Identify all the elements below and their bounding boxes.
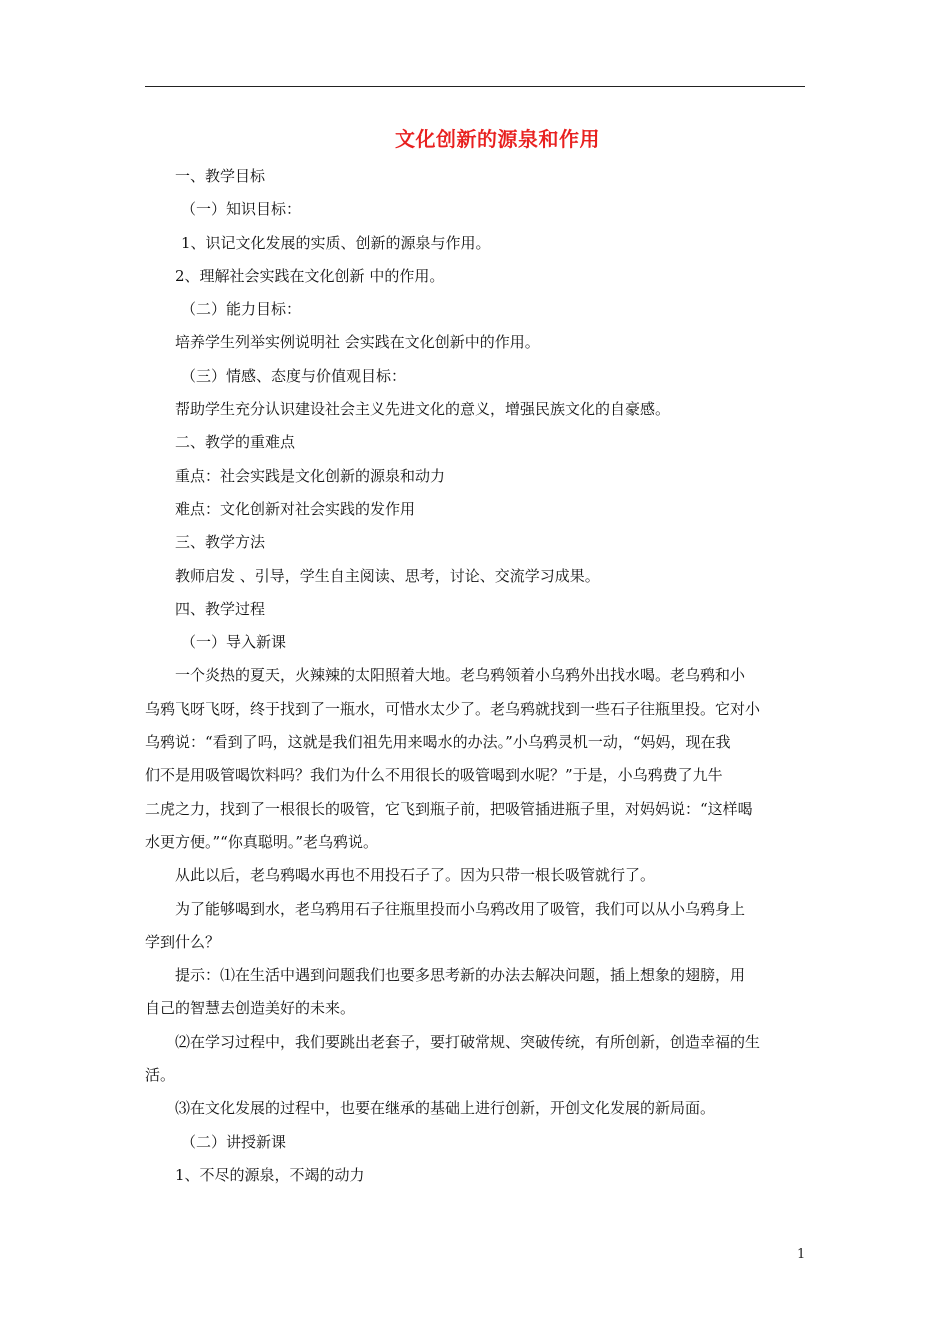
text-line: 二、教学的重难点: [175, 433, 296, 452]
text-line: 活。: [145, 1066, 176, 1085]
text-line: 水更方便。”“你真聪明。”老乌鸦说。: [145, 832, 379, 851]
text-line: 2、理解社会实践在文化创新 中的作用。: [175, 266, 445, 285]
text-line: 培养学生列举实例说明社 会实践在文化创新中的作用。: [175, 333, 540, 352]
text-line: 二虎之力，找到了一根很长的吸管，它飞到瓶子前，把吸管插进瓶子里，对妈妈说：“这样喝: [145, 799, 753, 818]
text-line: 提示：⑴在生活中遇到问题我们也要多思考新的办法去解决问题，插上想象的翅膀，用: [175, 966, 746, 985]
text-line: 一、教学目标: [175, 167, 266, 185]
text-line: 难点：文化创新对社会实践的发作用: [175, 499, 416, 518]
text-line: 1、不尽的源泉，不竭的动力: [175, 1165, 365, 1184]
text-line: 乌鸦说：“看到了吗，这就是我们祖先用来喝水的办法。”小乌鸦灵机一动，“妈妈，现在我: [145, 733, 731, 752]
text-line: 学到什么？: [145, 932, 221, 951]
text-line: 乌鸦飞呀飞呀，终于找到了一瓶水，可惜水太少了。老乌鸦就找到一些石子往瓶里投。它对小: [145, 699, 761, 718]
header-rule: [145, 86, 805, 87]
text-line: （一）知识目标：: [181, 200, 302, 219]
text-line: 自己的智慧去创造美好的未来。: [145, 999, 356, 1018]
text-line: ⑵在学习过程中，我们要跳出老套子，要打破常规、突破传统，有所创新，创造幸福的生: [175, 1032, 761, 1051]
document-title: 文化创新的源泉和作用: [395, 127, 600, 151]
text-line: 三、教学方法: [175, 533, 266, 552]
text-line: 一个炎热的夏天，火辣辣的太阳照着大地。老乌鸦领着小乌鸦外出找水喝。老乌鸦和小: [175, 666, 746, 685]
text-line: ⑶在文化发展的过程中，也要在继承的基础上进行创新，开创文化发展的新局面。: [175, 1099, 716, 1118]
text-line: （一）导入新课: [181, 633, 287, 652]
text-line: 1、识记文化发展的实质、创新的源泉与作用。: [181, 233, 491, 252]
text-line: （三）情感、态度与价值观目标：: [181, 366, 407, 385]
text-line: 重点：社会实践是文化创新的源泉和动力: [175, 466, 446, 485]
text-line: 们不是用吸管喝饮料吗？我们为什么不用很长的吸管喝到水呢？”于是，小乌鸦费了九牛: [145, 766, 723, 785]
page-number: 1: [797, 1247, 806, 1262]
text-line: 帮助学生充分认识建设社会主义先进文化的意义，增强民族文化的自豪感。: [175, 400, 671, 419]
text-line: （二）讲授新课: [181, 1132, 287, 1151]
text-line: 教师启发 、引导，学生自主阅读、思考，讨论、交流学习成果。: [175, 566, 600, 585]
text-line: （二）能力目标：: [181, 300, 302, 319]
text-line: 从此以后，老乌鸦喝水再也不用投石子了。因为只带一根长吸管就行了。: [175, 866, 656, 885]
text-line: 四、教学过程: [175, 599, 266, 618]
document-body: [145, 160, 807, 1192]
text-line: 为了能够喝到水，老乌鸦用石子往瓶里投而小乌鸦改用了吸管，我们可以从小乌鸦身上: [175, 899, 746, 918]
